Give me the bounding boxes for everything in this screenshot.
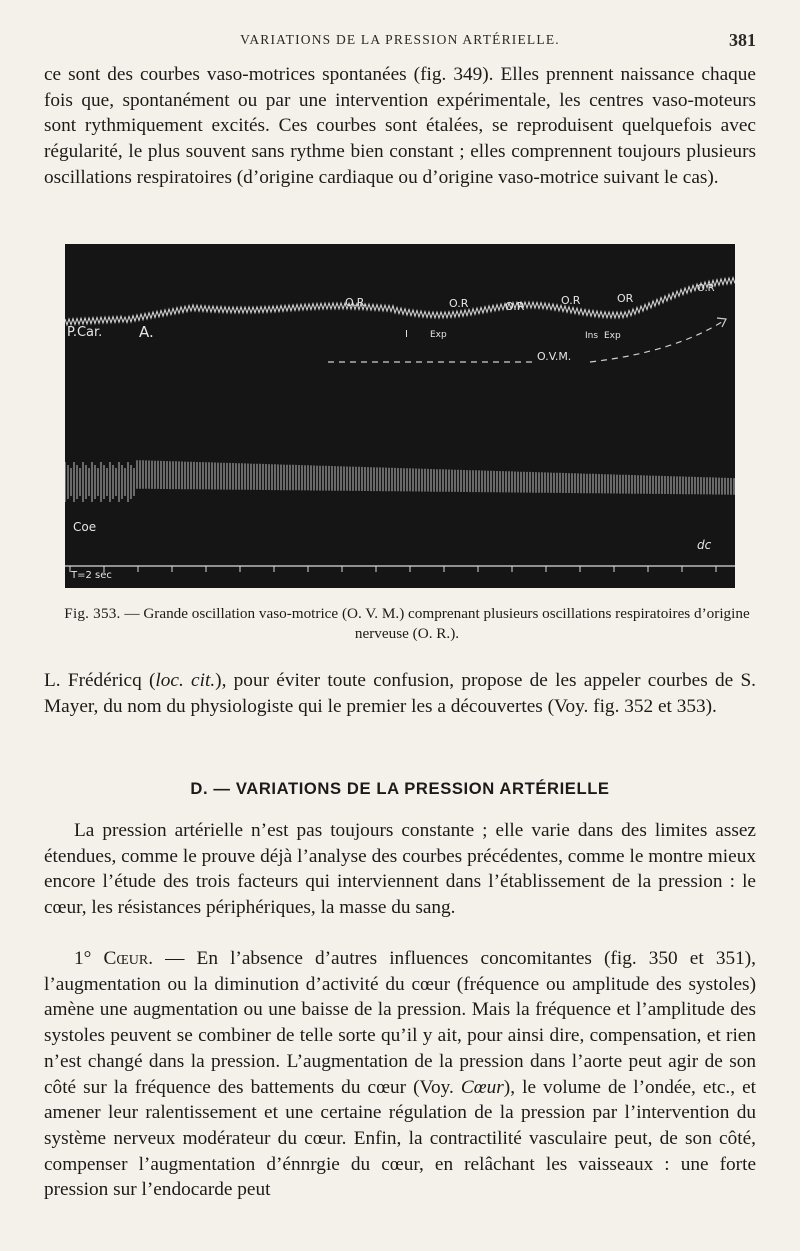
label-or-6: O.R [697, 283, 715, 294]
paragraph-2 [44, 668, 756, 719]
label-or-2: O.R [449, 297, 469, 310]
label-or-4: O.R [561, 294, 581, 307]
paragraph-2-text-a: L. Frédéricq ( [44, 670, 156, 691]
label-exp-2: Exp [604, 331, 621, 341]
kymograph-tracing [65, 244, 735, 588]
figure-signature: dc [697, 538, 712, 552]
figure-353-kymograph [65, 244, 735, 588]
figure-caption [62, 604, 752, 644]
label-coe: Coe [73, 520, 97, 534]
running-title: VARIATIONS DE LA PRESSION ARTÉRIELLE. [240, 32, 560, 47]
paragraph-4-italic: Cœur [460, 1076, 504, 1098]
page-number: 381 [729, 30, 756, 50]
label-exp-1: Exp [430, 330, 447, 340]
paragraph-2-text-b: ), pour éviter toute confusion, propose de les appeler courbes de S. Mayer, du nom du physiologiste qui le premier les a découvertes (Voy. fig. 352 et 353). [44, 670, 756, 717]
section-heading: D. — VARIATIONS DE LA PRESSION ARTÉRIELLE [190, 779, 610, 798]
paragraph-4-text-b: ), le volume de l’ondée, etc., et amener leur ralentissement et une certaine régulation de la pression par l’intervention du système nerveux modérateur du cœur. Enfin, la contractilité vasculaire peut, de son côté, compenser l’augmentation d’énnrgie du cœur, en relâchant les vaisseaux : une forte pression sur l’endocarde peut [44, 1076, 757, 1201]
figure-number: Fig. 353. [64, 605, 121, 622]
paragraph-3: La pression artérielle n’est pas toujours constante ; elle varie dans des limites assez étendues, comme le prouve déjà l’analyse des courbes précédentes, comme le montre mieux encore l’étude des trois facteurs qui interviennent dans l’établissement de la pression : le cœur, les résistances périphériques, la masse du sang. [44, 820, 756, 919]
label-insp-1: I [405, 329, 408, 340]
label-ovm: O.V.M. [537, 350, 572, 363]
paragraph-4 [44, 946, 756, 1203]
label-or-3: O.R [505, 300, 525, 313]
paragraph-1: ce sont des courbes vaso-motrices spontanées (fig. 349). Elles prennent naissance chaque fois que, spontanément ou par une intervention expérimentale, les centres vaso-moteurs sont rythmiquement excités. Ces courbes sont étalées, se reproduisent quelquefois avec régularité, le plus souvent sans rythme bien constant ; elles comprennent toujours plusieurs oscillations respiratoires (d’origine cardiaque ou d’origine vaso-motrice suivant le cas). [44, 64, 756, 188]
label-pcar: P.Car. [67, 325, 103, 340]
paragraph-2-italic: loc. cit. [155, 670, 216, 691]
label-insp-2: Ins [585, 331, 599, 341]
label-a: A. [139, 323, 154, 341]
paragraph-4-text-a: . — En l’absence d’autres influences concomitantes (fig. 350 et 351), l’augmentation ou la diminution d’activité du cœur (fréquence ou amplitude des systoles) amène une augmentation ou une baisse de la pression. Mais la fréquence et l’amplitude des systoles peuvent se combiner de telle sorte qu’il y ait, pour ainsi dire, compensation, et rien n’est changé dans la pression. L’augmentation de la pression dans l’aorte peut agir de son côté sur la fréquence des battements du cœur (Voy. [44, 948, 756, 1098]
label-or-5: OR [617, 292, 634, 305]
page-header [0, 30, 800, 54]
paragraph-4-smallcaps: Cœur [103, 948, 149, 969]
caption-text: — Grande oscillation vaso-motrice (O. V. M.) comprenant plusieurs oscillations respiratoires d’origine nerveuse (O. R.). [124, 605, 750, 642]
label-or-1: O.R. [345, 296, 368, 309]
paragraph-4-lead: 1° [74, 948, 104, 969]
label-time-scale: T=2 sec [71, 570, 112, 581]
